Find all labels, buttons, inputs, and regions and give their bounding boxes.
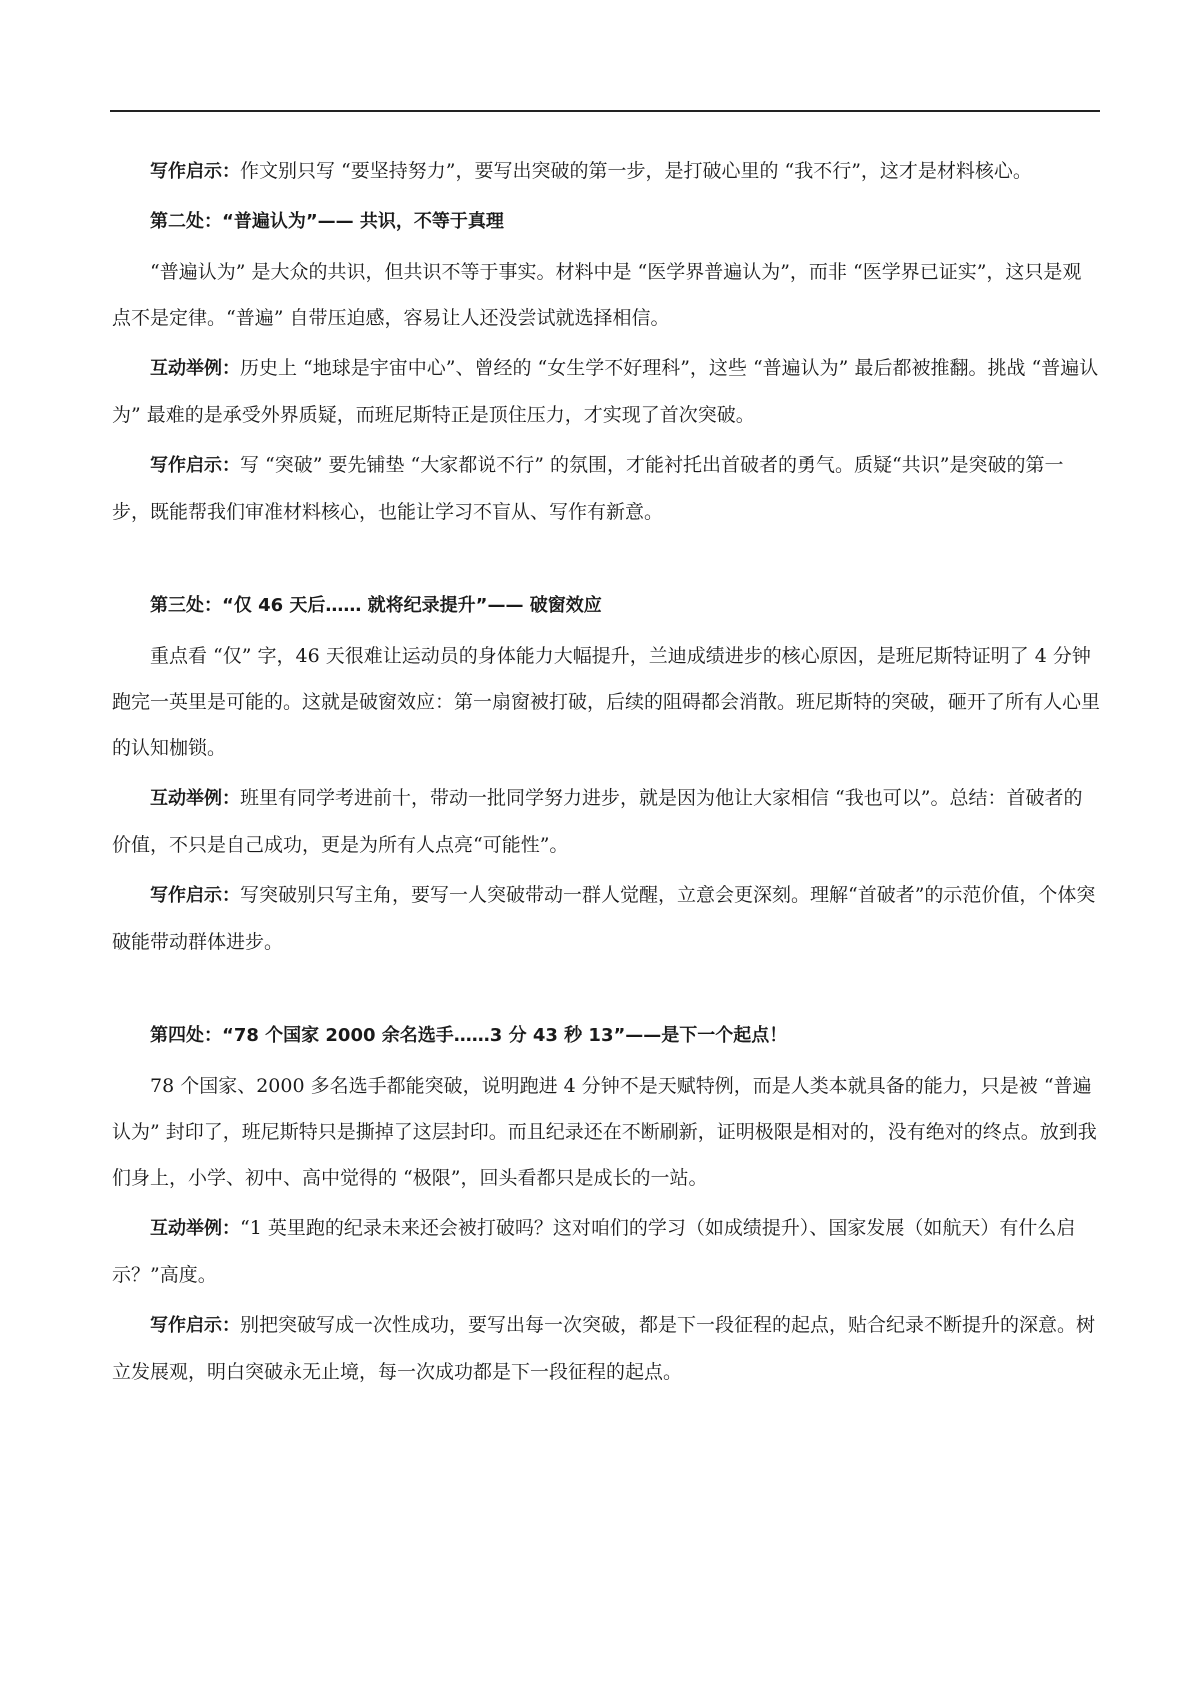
section-4-heading: 第四处：“78 个国家 2000 余名选手……3 分 43 秒 13”——是下一个起点！: [150, 1025, 788, 1046]
s2-interaction-example: [112, 345, 1100, 438]
writing-tip-label: 写作启示：: [150, 1315, 240, 1336]
s4-interaction-example: [112, 1205, 1100, 1298]
writing-tip-text: 写突破别只写主角，要写一人突破带动一群人觉醒，立意会更深刻。理解“首破者”的示范价值，个体突破能带动群体进步。: [112, 884, 1096, 953]
header-rule: [110, 110, 1100, 112]
interaction-label: 互动举例：: [150, 358, 240, 379]
writing-tip-text: 写 “突破” 要先铺垫 “大家都说不行” 的氛围，才能衬托出首破者的勇气。质疑“共识”是突破的第一步，既能帮我们审准材料核心，也能让学习不盲从、写作有新意。: [112, 454, 1064, 523]
s1-writing-tip: [112, 148, 1100, 195]
s3-writing-tip: [112, 872, 1100, 965]
writing-tip-label: 写作启示：: [150, 885, 240, 906]
writing-tip-text: 别把突破写成一次性成功，要写出每一次突破，都是下一段征程的起点，贴合纪录不断提升的深意。树立发展观，明白突破永无止境，每一次成功都是下一段征程的起点。: [112, 1314, 1096, 1383]
interaction-label: 互动举例：: [150, 1218, 240, 1239]
document-body: [112, 148, 1100, 1399]
section-spacer: [112, 969, 1100, 1013]
section-3-body: 重点看 “仅” 字，46 天很难让运动员的身体能力大幅提升，兰迪成绩进步的核心原因，是班尼斯特证明了 4 分钟跑完一英里是可能的。这就是破窗效应：第一扇窗被打破，后续的阻碍都会消散。班尼斯特的突破，砸开了所有人心里的认知枷锁。: [112, 645, 1101, 759]
section-spacer: [112, 539, 1100, 583]
interaction-text: 历史上 “地球是宇宙中心”、曾经的 “女生学不好理科”，这些 “普遍认为” 最后都被推翻。挑战 “普遍认为” 最难的是承受外界质疑，而班尼斯特正是顶住压力，才实现了首次突破。: [112, 357, 1099, 426]
section-2-heading: 第二处：“普遍认为”—— 共识，不等于真理: [150, 211, 504, 232]
section-3-heading: 第三处：“仅 46 天后…… 就将纪录提升”—— 破窗效应: [150, 595, 602, 616]
interaction-text: “1 英里跑的纪录未来还会被打破吗？这对咱们的学习（如成绩提升）、国家发展（如航天）有什么启示？”高度。: [112, 1217, 1076, 1286]
s2-writing-tip: [112, 442, 1100, 535]
s3-interaction-example: [112, 775, 1100, 868]
writing-tip-label: 写作启示：: [150, 455, 240, 476]
section-4-body: 78 个国家、2000 多名选手都能突破，说明跑进 4 分钟不是天赋特例，而是人类本就具备的能力，只是被 “普遍认为” 封印了，班尼斯特只是撕掉了这层封印。而且纪录还在不断刷新，证明极限是相对的，没有绝对的终点。放到我们身上，小学、初中、高中觉得的 “极限”，回头看都只是成长的一站。: [112, 1075, 1097, 1189]
writing-tip-text: 作文别只写 “要坚持努力”，要写出突破的第一步，是打破心里的 “我不行”，这才是材料核心。: [240, 160, 1032, 182]
writing-tip-label: 写作启示：: [150, 161, 240, 182]
interaction-text: 班里有同学考进前十，带动一批同学努力进步，就是因为他让大家相信 “我也可以”。总结：首破者的价值，不只是自己成功，更是为所有人点亮“可能性”。: [112, 787, 1083, 856]
s4-writing-tip: [112, 1302, 1100, 1395]
interaction-label: 互动举例：: [150, 788, 240, 809]
section-2-body: “普遍认为” 是大众的共识，但共识不等于事实。材料中是 “医学界普遍认为”，而非 “医学界已证实”，这只是观点不是定律。“普遍” 自带压迫感，容易让人还没尝试就选择相信。: [112, 261, 1082, 329]
